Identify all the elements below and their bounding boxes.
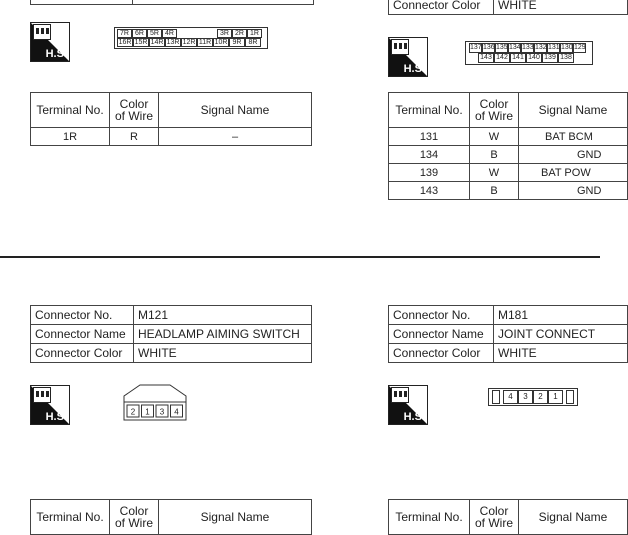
connector-pin: 140 [526,53,542,63]
connector-info-top-right [388,0,628,15]
connector-name-label: Connector Name [389,325,494,344]
table-row: 131 W BAT BCM [389,128,628,146]
connector-pin: 11R [198,39,212,46]
connector-color-value: WHITE [494,344,628,363]
header-color-of-wire: Color of Wire [110,93,159,128]
top-left-info-table-bottom-edge [30,0,314,5]
connector-pin: 15R [134,39,148,46]
connector-pin: 2R [232,29,247,38]
table-row: 134 B GND [389,146,628,164]
connector-pin-label: 1 [145,407,150,417]
connector-pin-label: 3 [159,407,165,417]
connector-name-label: Connector Name [31,325,134,344]
connector-pin: 14R [150,39,164,46]
connector-pin: 3R [217,29,232,38]
connector-face-top-right [465,41,593,65]
hs-harness-icon: H.S. [388,37,428,77]
connector-info-bottom-left [30,305,312,363]
connector-pin: 4 [503,390,518,404]
connector-pin: 133 [522,44,534,51]
connector-face-bottom-left [118,382,192,422]
connector-no-value: M181 [494,306,628,325]
connector-color-label: Connector Color [389,344,494,363]
connector-pin: 10R [214,39,228,46]
connector-pin: 13R [166,39,180,46]
connector-no-label: Connector No. [389,306,494,325]
connector-pin: 142 [494,53,510,63]
connector-pin-label: 4 [174,407,179,417]
connector-pin: 130 [561,44,573,51]
connector-color-value: WHITE [494,0,628,15]
hs-harness-icon: H.S. [388,385,428,425]
connector-color-value: WHITE [134,344,312,363]
connector-name-value: JOINT CONNECT [494,325,628,344]
connector-pin: 1 [548,390,563,404]
connector-face-bottom-right [488,388,578,406]
header-color-of-wire: Color of Wire [470,500,519,535]
connector-pin: 129 [574,44,586,51]
connector-pin: 5R [147,29,162,38]
connector-pin: 131 [548,44,560,51]
table-row: 1R R – [31,128,312,146]
connector-pin: 136 [483,44,495,51]
connector-pin: 7R [117,29,132,38]
table-row: 139 W BAT POW [389,164,628,182]
connector-info-bottom-right [388,305,628,363]
connector-pin: 3 [518,390,533,404]
hs-harness-icon: H.S. [30,385,70,425]
connector-pin: 137 [470,44,482,51]
table-row: 143 B GND [389,182,628,200]
terminal-table-top-left [30,92,312,146]
connector-pin: 6R [132,29,147,38]
header-signal-name: Signal Name [159,93,312,128]
header-signal-name: Signal Name [159,500,312,535]
connector-pin: 9R [229,38,245,47]
header-terminal-no: Terminal No. [389,93,470,128]
connector-color-label: Connector Color [31,344,134,363]
header-signal-name: Signal Name [519,500,628,535]
header-terminal-no: Terminal No. [31,500,110,535]
connector-pin-label: 2 [130,407,136,417]
header-terminal-no: Terminal No. [31,93,110,128]
connector-no-value: M121 [134,306,312,325]
connector-pin: 134 [509,44,521,51]
connector-color-label: Connector Color [389,0,494,15]
connector-pin: 132 [535,44,547,51]
connector-pin: 4R [162,29,177,38]
header-color-of-wire: Color of Wire [110,500,159,535]
connector-pin: 143 [478,53,494,63]
header-color-of-wire: Color of Wire [470,93,519,128]
connector-pin: 138 [558,53,574,63]
connector-pin: 139 [542,53,558,63]
connector-pin: 16R [118,39,132,46]
connector-pin: 2 [533,390,548,404]
terminal-table-bottom-left [30,499,312,535]
terminal-table-bottom-right [388,499,628,535]
connector-name-value: HEADLAMP AIMING SWITCH [134,325,312,344]
hs-harness-icon: H.S. [30,22,70,62]
connector-pin: 1R [247,29,262,38]
connector-pin: 8R [245,38,261,47]
section-divider [0,256,600,258]
connector-pin: 12R [182,39,196,46]
connector-pin: 141 [510,53,526,63]
header-terminal-no: Terminal No. [389,500,470,535]
connector-face-top-left [114,27,268,49]
header-signal-name: Signal Name [519,93,628,128]
terminal-table-top-right [388,92,628,200]
connector-pin: 135 [496,44,508,51]
connector-no-label: Connector No. [31,306,134,325]
